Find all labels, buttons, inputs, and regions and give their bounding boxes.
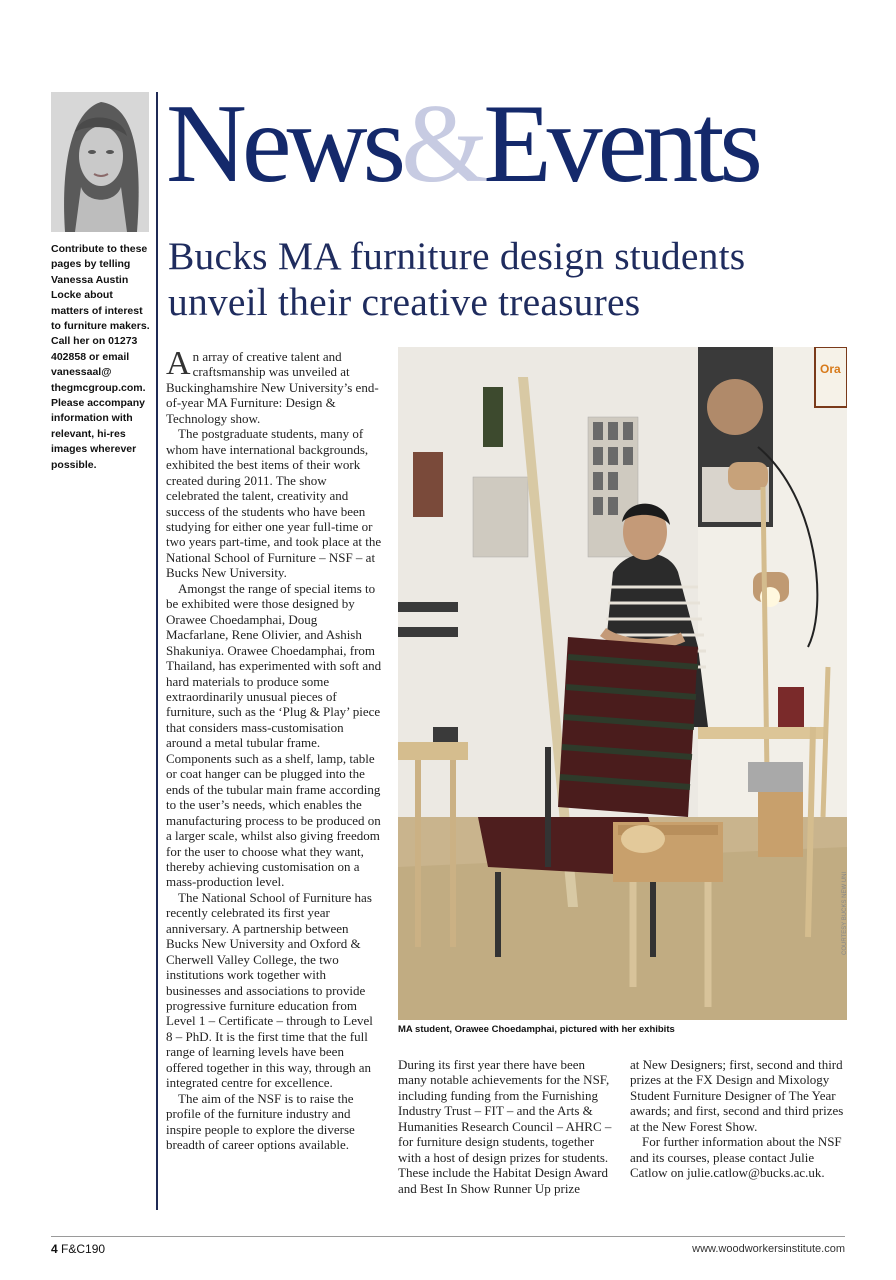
- sidebar-divider: [156, 92, 158, 1210]
- headline-line-1: Bucks MA furniture design students: [168, 234, 746, 278]
- section-masthead: [166, 84, 758, 204]
- article-paragraph-2: The postgraduate students, many of whom have international backgrounds, exhibited the best items of their work created during 2011. The show celebrated the talent, creativity and success of the students who have been studying for either one year full-time or two years part-time, and took place at the National School of Furniture – NSF – at Bucks New University.: [166, 426, 382, 581]
- article-column-3: [630, 1057, 848, 1181]
- masthead-news: News: [166, 82, 402, 206]
- drop-cap: A: [166, 345, 191, 382]
- article-column-2: [398, 1057, 616, 1196]
- article-column-1: [166, 345, 382, 1153]
- article-paragraph-1: [166, 345, 382, 426]
- masthead-events: Events: [483, 82, 759, 206]
- footer-rule: [51, 1236, 845, 1237]
- headline-line-2: unveil their creative treasures: [168, 280, 641, 324]
- article-paragraph-4: The National School of Furniture has recently celebrated its first year anniversary. A partnership between Bucks New University and Oxford & Cherwell Valley College, the two institutions work together with businesses and associations to provide progressive furniture education from Level 1 – Certificate – through to Level 8 – PhD. It is the first time that the full range of learning levels have been offered together in this way, through an integrated centre for excellence.: [166, 889, 373, 1091]
- article-paragraph-6: During its first year there have been many notable achievements for the NSF, including funding from the Furnishing Industry Trust – FIT – and the Arts & Humanities Research Council – AHRC – for furniture design students, together with a host of design prizes for students. These include the Habitat Design Award and Best In Show Runner Up prize: [398, 1057, 612, 1196]
- page-folio: [51, 1242, 105, 1256]
- exhibit-photo: [398, 347, 847, 1020]
- article-paragraph-3: Amongst the range of special items to be exhibited were those designed by Orawee Choedamphai, Doug Macfarlane, Rene Olivier, and Ashish Shakuniya. Orawee Choedamphai, from Thailand, has experimented with soft and hard materials to produce some extraordinarily unusual pieces of furniture, such as the ‘Plug & Play’ piece that considers mass-customisation around a metal tubular frame. Components such as a shelf, lamp, table or coat hanger can be plugged into the ends of the tubular main frame according to the user’s needs, which enables the manufacturing process to be produced on a larger scale, whilst also giving freedom for the user to choose what they want, thereby achieving customisation on a mass-production level.: [166, 580, 382, 890]
- contributor-portrait: [51, 92, 149, 232]
- photo-credit: COURTESY BUCKS NEW UNI: [842, 871, 848, 955]
- issue-label: F&C190: [61, 1242, 106, 1256]
- article-headline: [168, 233, 868, 325]
- exhibit-photo-illustration: [398, 347, 847, 1020]
- paragraph-1-text: n array of creative talent and craftsmanship was unveiled at Buckinghamshire New University’s end-of-year MA Furniture: Design & Technology show.: [166, 349, 379, 426]
- poster-text: Ora: [820, 362, 841, 376]
- photo-caption: MA student, Orawee Choedamphai, pictured with her exhibits: [398, 1024, 675, 1035]
- contributor-note: Contribute to these pages by telling Vanessa Austin Locke about matters of interest to furniture makers. Call her on 01273 402858 or email vanessaal@ thegmcgroup.com. Please accompany information with relevant, hi-res images wherever possible.: [51, 243, 150, 471]
- article-paragraph-5: The aim of the NSF is to raise the profile of the furniture industry and inspire people to explore the diverse breadth of career options available.: [166, 1090, 355, 1153]
- footer-website-link[interactable]: www.woodworkersinstitute.com: [692, 1243, 845, 1255]
- page-number: 4: [51, 1242, 58, 1256]
- portrait-photo: [51, 92, 149, 232]
- masthead-ampersand: &: [401, 82, 484, 206]
- article-paragraph-6-continued: at New Designers; first, second and third prizes at the FX Design and Mixology Student Furniture Designer of The Year awards; and first, second and third prizes at the New Forest Show.: [630, 1057, 844, 1134]
- article-paragraph-7: For further information about the NSF and its courses, please contact Julie Catlow on julie.catlow@bucks.ac.uk.: [630, 1134, 842, 1181]
